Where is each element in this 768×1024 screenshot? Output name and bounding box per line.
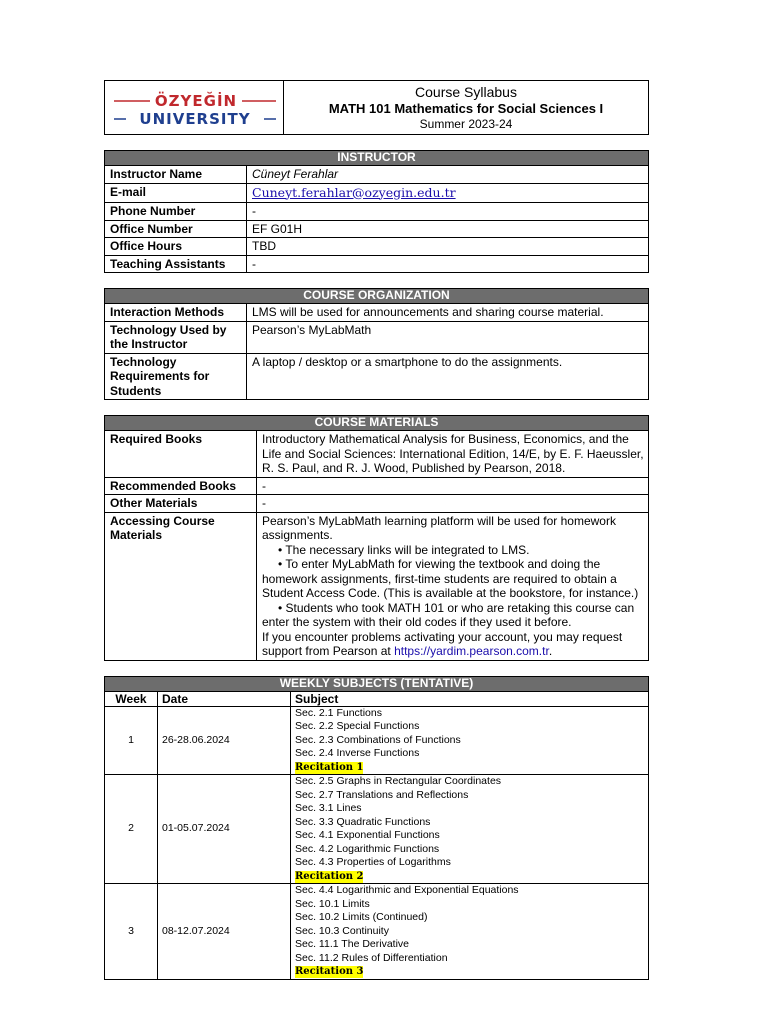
table-row [105,512,649,660]
syllabus-header [104,80,649,135]
subject-item: Sec. 4.3 Properties of Logarithms [295,856,451,868]
subject-item: Sec. 4.1 Exponential Functions [295,829,440,841]
subject-item: Sec. 2.2 Special Functions [295,720,420,732]
subject-item: Sec. 3.1 Lines [295,802,362,814]
week-subjects [291,775,649,884]
table-row [105,166,649,184]
phone-label: Phone Number [105,203,247,221]
recitation-label: Recitation 3 [295,966,364,977]
weekly-section-header: WEEKLY SUBJECTS (TENTATIVE) [105,676,649,691]
instructor-section-header: INSTRUCTOR [105,151,649,166]
weekly-subjects-table [104,676,649,980]
technology-requirements-label: Technology Requirements for Students [105,353,247,400]
technology-requirements-value: A laptop / desktop or a smartphone to do the assignments. [247,353,649,400]
table-row [105,238,649,256]
interaction-methods-label: Interaction Methods [105,304,247,322]
university-logo-image [106,84,282,132]
required-books-value: Introductory Mathematical Analysis for Business, Economics, and the Life and Social Sciences: International Edition, 14/E, by E. F. Haeussler, R. S. Paul, and R. J. Wood, Published by Pearson, 2018. [257,431,649,478]
table-row [105,431,649,478]
accessing-materials-label: Accessing Course Materials [105,512,257,660]
subject-column-header: Subject [291,691,649,706]
logo-text-ozyegin: ÖZYEĞİN [154,91,238,110]
teaching-assistants-label: Teaching Assistants [105,255,247,273]
technology-used-value: Pearson’s MyLabMath [247,321,649,353]
document-title: Course Syllabus [415,83,517,100]
instructor-name-label: Instructor Name [105,166,247,184]
organization-section-header: COURSE ORGANIZATION [105,289,649,304]
university-logo [105,81,284,134]
technology-used-label: Technology Used by the Instructor [105,321,247,353]
office-hours-value: TBD [247,238,649,256]
header-titles [284,81,648,134]
week-number: 2 [105,775,158,884]
week-number: 3 [105,884,158,980]
subject-item: Sec. 2.4 Inverse Functions [295,747,420,759]
syllabus-page [104,80,649,980]
recitation-label: Recitation 2 [295,870,364,882]
course-organization-table [104,288,649,400]
instructor-table [104,150,649,273]
materials-section-header: COURSE MATERIALS [105,416,649,431]
subject-item: Sec. 2.1 Functions [295,706,382,719]
recitation-label: Recitation 1 [295,761,364,773]
recommended-books-label: Recommended Books [105,477,257,495]
week-date: 08-12.07.2024 [158,884,291,980]
other-materials-value: - [257,495,649,513]
table-row [105,353,649,400]
table-row [105,183,649,203]
course-title: MATH 101 Mathematics for Social Sciences I [328,100,604,116]
week-date: 26-28.06.2024 [158,706,291,775]
subject-item: Sec. 11.2 Rules of Differentiation [295,951,448,964]
support-text: If you encounter problems activating your account, you may request support from Pearson at https://yardim.pearson.com.tr. [262,629,623,658]
subject-item: Sec. 10.1 Limits [295,897,370,910]
logo-text-university: UNIVERSITY [139,109,251,128]
teaching-assistants-value: - [247,255,649,273]
email-link[interactable]: Cuneyt.ferahlar@ozyegin.edu.tr [252,184,456,200]
table-row [105,477,649,495]
accessing-intro: Pearson’s MyLabMath learning platform will be used for homework assignments. [262,513,616,542]
table-row [105,495,649,513]
pearson-support-link[interactable]: https://yardim.pearson.com.tr [394,644,549,658]
course-term: Summer 2023-24 [419,116,513,131]
subject-item: Sec. 10.2 Limits (Continued) [295,911,428,923]
subject-item: Sec. 3.3 Quadratic Functions [295,815,431,828]
subject-item: Sec. 2.3 Combinations of Functions [295,733,461,746]
subject-item: Sec. 4.2 Logarithmic Functions [295,842,440,855]
subject-item: Sec. 2.7 Translations and Reflections [295,788,469,801]
bullet-item: • Students who took MATH 101 or who are retaking this course can enter the system with their old codes if they used it before. [262,600,635,629]
office-hours-label: Office Hours [105,238,247,256]
week-date: 01-05.07.2024 [158,775,291,884]
subject-item: Sec. 10.3 Continuity [295,924,389,937]
other-materials-label: Other Materials [105,495,257,513]
table-row [105,304,649,322]
phone-value: - [247,203,649,221]
table-row [105,884,649,980]
recommended-books-value: - [257,477,649,495]
week-column-header: Week [105,691,158,706]
required-books-label: Required Books [105,431,257,478]
table-row [105,203,649,221]
subject-item: Sec. 2.5 Graphs in Rectangular Coordinates [295,775,502,787]
subject-item: Sec. 11.1 The Derivative [295,938,410,950]
email-label: E-mail [105,183,247,203]
instructor-name-value: Cüneyt Ferahlar [247,166,649,184]
accessing-materials-value [257,512,649,660]
week-subjects [291,884,649,980]
table-row [105,775,649,884]
bullet-item: • The necessary links will be integrated to LMS. [278,542,530,557]
interaction-methods-value: LMS will be used for announcements and sharing course material. [247,304,649,322]
date-column-header: Date [158,691,291,706]
subject-item: Sec. 4.4 Logarithmic and Exponential Equations [295,884,519,896]
week-subjects [291,706,649,775]
office-number-value: EF G01H [247,220,649,238]
table-row [105,706,649,775]
bullet-item: • To enter MyLabMath for viewing the textbook and doing the homework assignments, first-time students are required to obtain a Student Access Code. (This is available at the bookstore, for instance.) [262,557,639,600]
table-row [105,255,649,273]
week-number: 1 [105,706,158,775]
table-header-row [105,691,649,706]
office-number-label: Office Number [105,220,247,238]
table-row [105,220,649,238]
table-row [105,321,649,353]
course-materials-table [104,415,649,661]
